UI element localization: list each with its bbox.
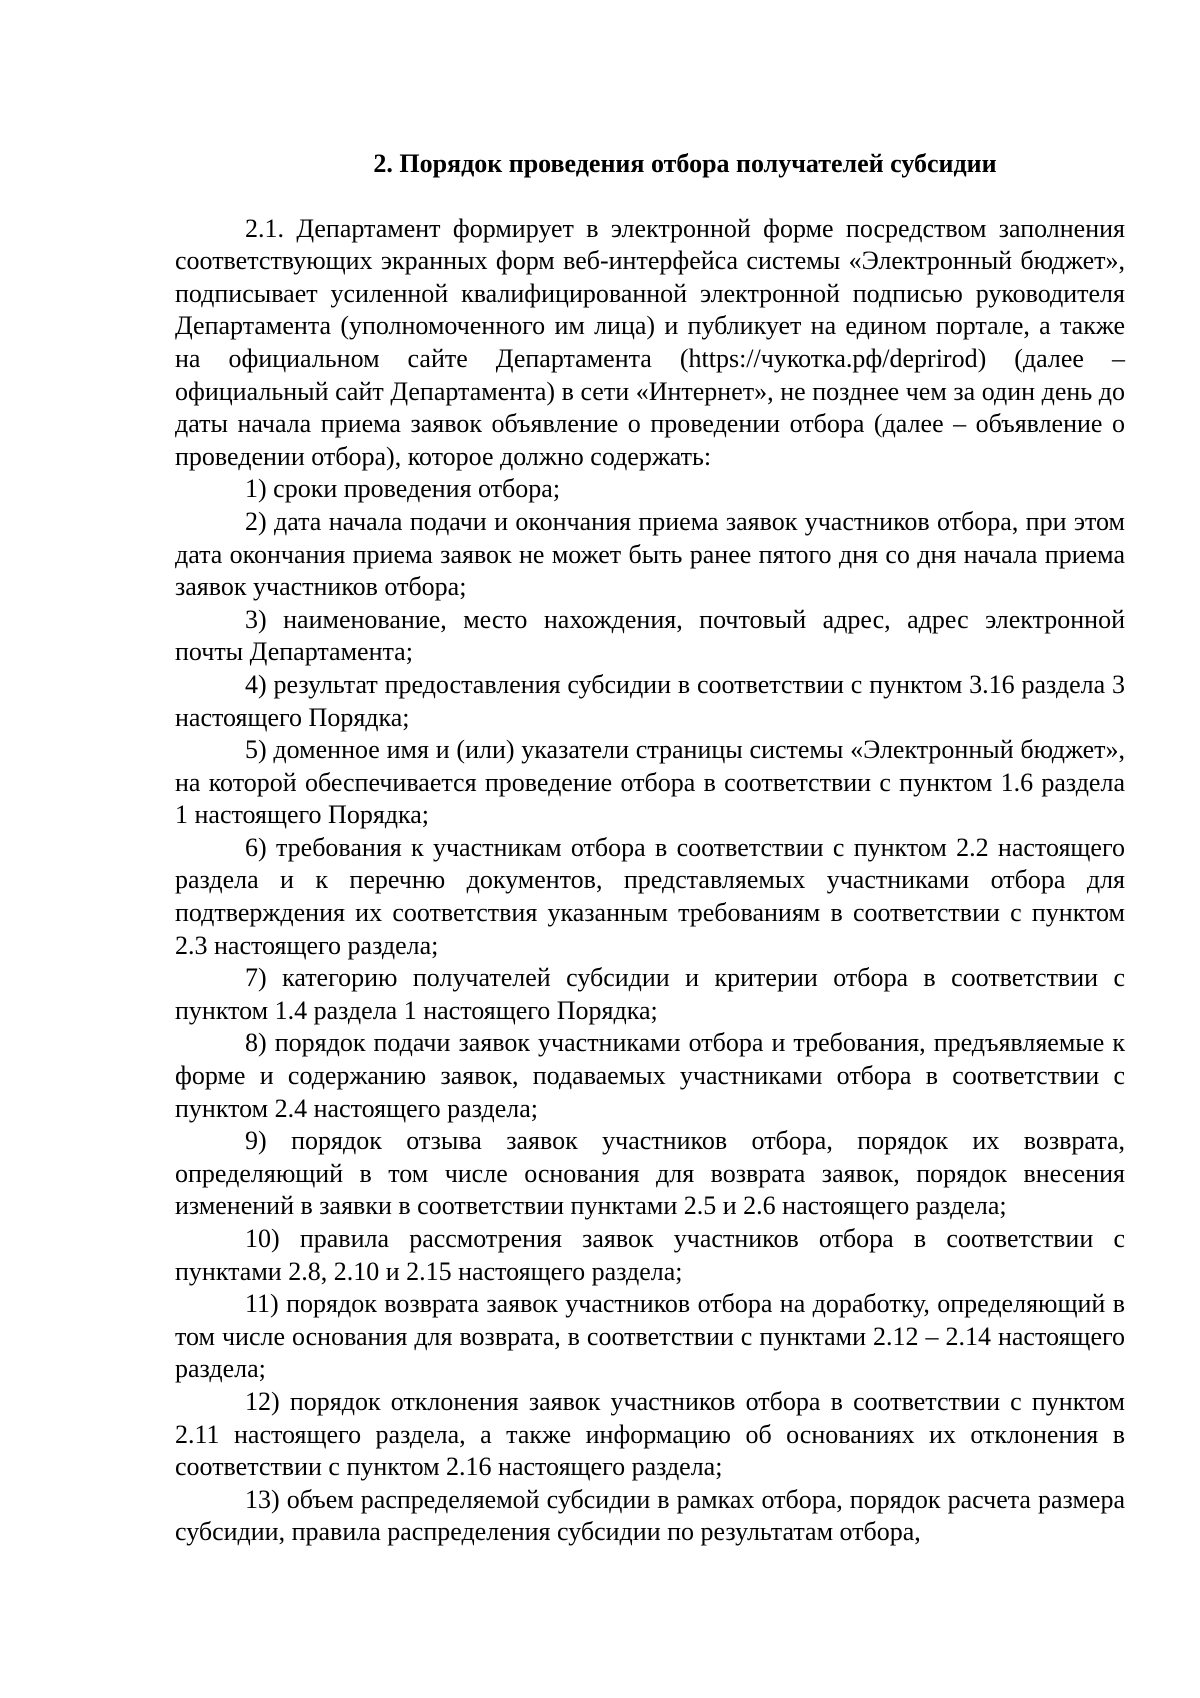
list-item-11: 11) порядок возврата заявок участников отбора на доработку, определяющий в том числе основания для возврата, в соответствии с пунктами 2.12 – 2.14 настоящего раздела; — [175, 1289, 1125, 1384]
list-item-5: 5) доменное имя и (или) указатели страницы системы «Электронный бюджет», на которой обеспечивается проведение отбора в соответствии с пунктом 1.6 раздела 1 настоящего Порядка; — [175, 735, 1125, 830]
list-item-13: 13) объем распределяемой субсидии в рамках отбора, порядок расчета размера субсидии, правила распределения субсидии по результатам отбора, — [175, 1484, 1125, 1547]
list-item-8: 8) порядок подачи заявок участниками отбора и требования, предъявляемые к форме и содержанию заявок, подаваемых участниками отбора в соответствии с пунктом 2.4 настоящего раздела; — [175, 1028, 1125, 1123]
list-item-2: 2) дата начала подачи и окончания приема заявок участников отбора, при этом дата окончания приема заявок не может быть ранее пятого дня со дня начала приема заявок участников отбора; — [175, 506, 1125, 602]
list-item-7: 7) категорию получателей субсидии и критерии отбора в соответствии с пунктом 1.4 раздела 1 настоящего Порядка; — [175, 963, 1125, 1025]
list-item-3: 3) наименование, место нахождения, почтовый адрес, адрес электронной почты Департамента; — [175, 604, 1125, 667]
list-item-6: 6) требования к участникам отбора в соответствии с пунктом 2.2 настоящего раздела и к перечню документов, представляемых участниками отбора для подтверждения их соответствия указанным требованиям в соответствии с пунктом 2.3 настоящего раздела; — [175, 832, 1125, 960]
paragraph-2-1: 2.1. Департамент формирует в электронной форме посредством заполнения соответствующих экранных форм веб-интерфейса системы «Электронный бюджет», подписывает усиленной квалифицированной электронной подписью руководителя Департамента (уполномоченного им лица) и публикует на едином портале, а также на официальном сайте Департамента (https://чукотка.рф/deprirod) (далее – официальный сайт Департамента) в сети «Интернет», не позднее чем за один день до даты начала приема заявок объявление о проведении отбора (далее – объявление о проведении отбора), которое должно содержать: — [175, 213, 1125, 471]
list-item-1: 1) сроки проведения отбора; — [245, 474, 561, 504]
list-item-9: 9) порядок отзыва заявок участников отбора, порядок их возврата, определяющий в том числе основания для возврата заявок, порядок внесения изменений в заявки в соответствии пунктами 2.5 и 2.6 настоящего раздела; — [175, 1126, 1125, 1221]
document-body — [175, 148, 1125, 1549]
section-title: 2. Порядок проведения отбора получателей субсидии — [373, 149, 997, 178]
list-item-12: 12) порядок отклонения заявок участников отбора в соответствии с пунктом 2.11 настоящего раздела, а также информацию об основаниях их отклонения в соответствии с пунктом 2.16 настоящего раздела; — [175, 1386, 1125, 1482]
list-item-4: 4) результат предоставления субсидии в соответствии с пунктом 3.16 раздела 3 настоящего Порядка; — [175, 669, 1125, 732]
list-item-10: 10) правила рассмотрения заявок участников отбора в соответствии с пунктами 2.8, 2.10 и 2.15 настоящего раздела; — [175, 1224, 1125, 1286]
